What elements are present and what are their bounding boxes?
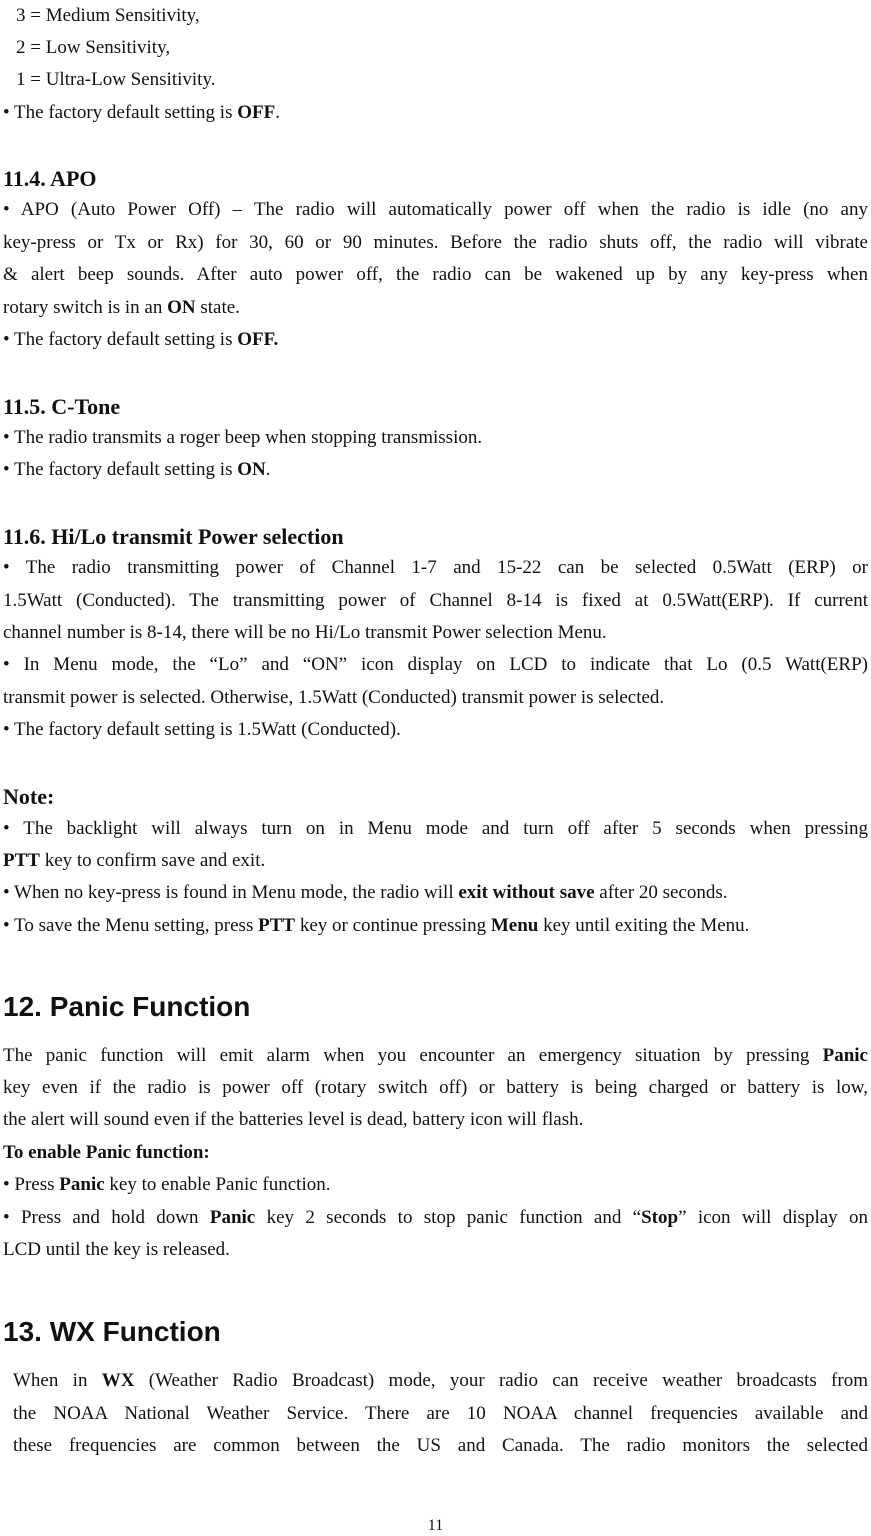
note-heading: Note: xyxy=(3,784,55,809)
default-setting-line: • The factory default setting is OFF. xyxy=(3,329,279,350)
paragraph-line: LCD until the key is released. xyxy=(3,1239,230,1260)
section-heading-hi-lo-power: 11.6. Hi/Lo transmit Power selection xyxy=(3,524,344,549)
paragraph-line: & alert beep sounds. After auto power off, the radio can be wakened up by any key-press when xyxy=(3,264,868,285)
paragraph-line: these frequencies are common between the US and Canada. The radio monitors the selected xyxy=(13,1435,868,1456)
paragraph-line: • When no key-press is found in Menu mode, the radio will exit without save after 20 seconds. xyxy=(3,882,728,903)
paragraph-line: The panic function will emit alarm when you encounter an emergency situation by pressing Panic xyxy=(3,1045,868,1066)
paragraph-line: • The backlight will always turn on in Menu mode and turn off after 5 seconds when pressing xyxy=(3,818,868,839)
paragraph-line: key even if the radio is power off (rotary switch off) or battery is being charged or battery is low, xyxy=(3,1077,868,1098)
subheading-enable-panic: To enable Panic function: xyxy=(3,1142,210,1163)
section-heading-apo: 11.4. APO xyxy=(3,166,97,191)
paragraph-line: the alert will sound even if the batteries level is dead, battery icon will flash. xyxy=(3,1109,584,1130)
sensitivity-item: 2 = Low Sensitivity, xyxy=(16,37,171,58)
paragraph-line: the NOAA National Weather Service. There are 10 NOAA channel frequencies available and xyxy=(13,1403,868,1424)
default-setting-line: • The factory default setting is OFF. xyxy=(3,102,280,123)
paragraph-line: key-press or Tx or Rx) for 30, 60 or 90 minutes. Before the radio shuts off, the radio will vibrate xyxy=(3,232,868,253)
paragraph-line: • The radio transmitting power of Channel 1-7 and 15-22 can be selected 0.5Watt (ERP) or xyxy=(3,557,868,578)
section-heading-c-tone: 11.5. C-Tone xyxy=(3,394,121,419)
paragraph-line: • In Menu mode, the “Lo” and “ON” icon display on LCD to indicate that Lo (0.5 Watt(ERP) xyxy=(3,654,868,675)
paragraph-line: • The radio transmits a roger beep when stopping transmission. xyxy=(3,427,483,448)
paragraph-line: 1.5Watt (Conducted). The transmitting power of Channel 8-14 is fixed at 0.5Watt(ERP). If current xyxy=(3,590,868,611)
paragraph-line: channel number is 8-14, there will be no Hi/Lo transmit Power selection Menu. xyxy=(3,622,607,643)
section-heading-panic: 12. Panic Function xyxy=(3,991,251,1022)
paragraph-line: When in WX (Weather Radio Broadcast) mode, your radio can receive weather broadcasts from xyxy=(13,1370,868,1391)
paragraph-line: • To save the Menu setting, press PTT key or continue pressing Menu key until exiting the Menu. xyxy=(3,915,750,936)
paragraph-line: transmit power is selected. Otherwise, 1.5Watt (Conducted) transmit power is selected. xyxy=(3,687,665,708)
paragraph-line: PTT key to confirm save and exit. xyxy=(3,850,266,871)
page-number: 11 xyxy=(427,1517,444,1534)
sensitivity-item: 3 = Medium Sensitivity, xyxy=(16,5,200,26)
sensitivity-item: 1 = Ultra-Low Sensitivity. xyxy=(16,69,216,90)
paragraph-line: rotary switch is in an ON state. xyxy=(3,297,240,318)
paragraph-line: • Press Panic key to enable Panic function. xyxy=(3,1174,331,1195)
paragraph-line: • APO (Auto Power Off) – The radio will automatically power off when the radio is idle (no any xyxy=(3,199,868,220)
default-setting-line: • The factory default setting is 1.5Watt (Conducted). xyxy=(3,719,401,740)
section-heading-wx: 13. WX Function xyxy=(3,1316,221,1347)
paragraph-line: • Press and hold down Panic key 2 seconds to stop panic function and “Stop” icon will display on xyxy=(3,1207,868,1228)
default-setting-line: • The factory default setting is ON. xyxy=(3,459,271,480)
